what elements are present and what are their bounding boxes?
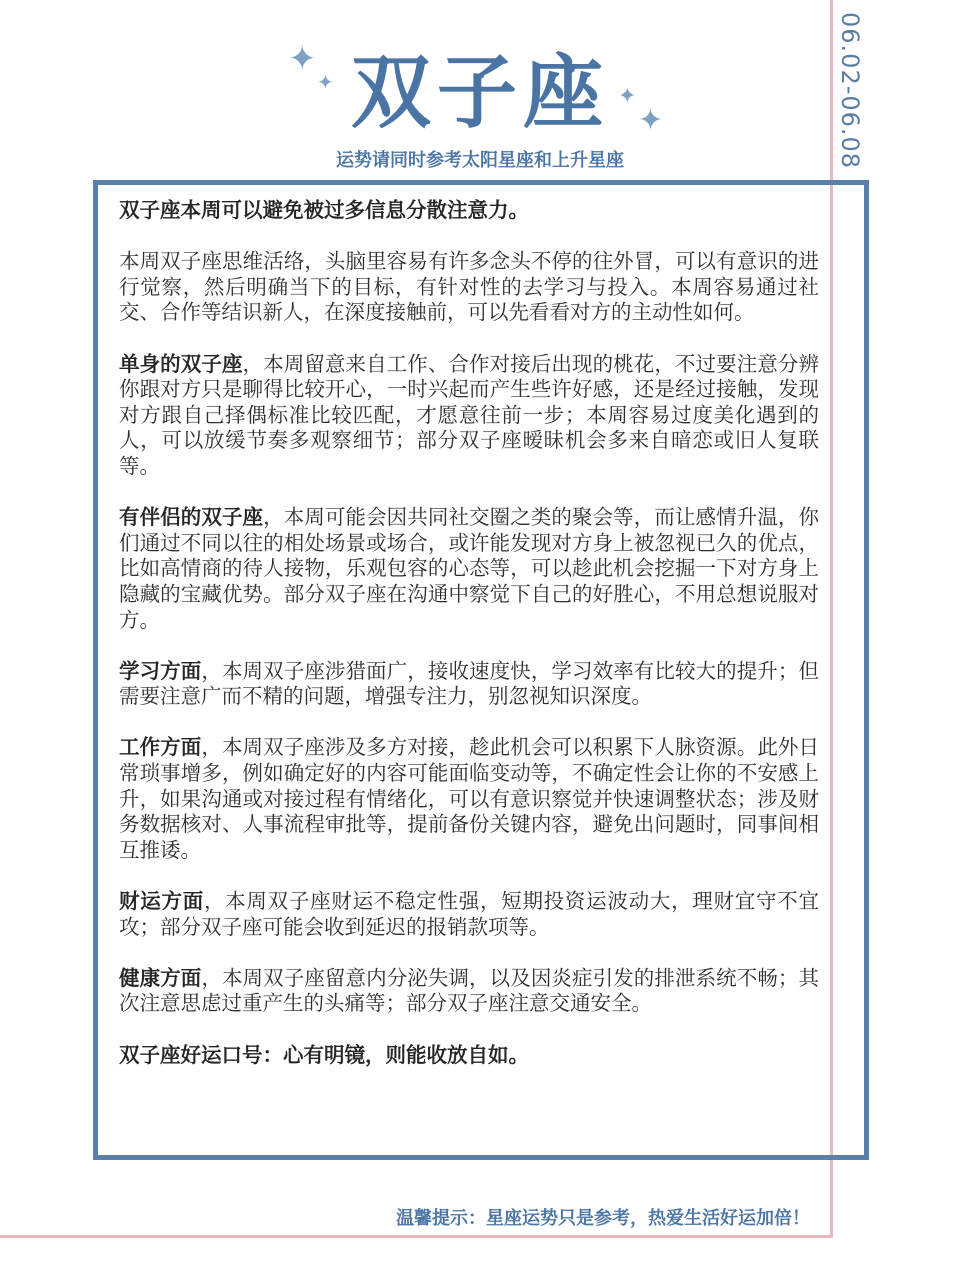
section-text: ，本周双子座财运不稳定性强，短期投资运波动大，理财宜守不宜攻；部分双子座可能会收到延迟的报销款项等。: [119, 889, 819, 939]
sparkle-icon: ✦: [638, 103, 664, 138]
page-subtitle: 运势请同时参考太阳星座和上升星座: [336, 150, 624, 171]
section-label: 健康方面: [119, 965, 202, 990]
sparkle-icon: ✦: [288, 39, 317, 79]
section-label: 学习方面: [119, 658, 202, 683]
intro-paragraph: 本周双子座思维活络，头脑里容易有许多念头不停的往外冒，可以有意识的进行觉察，然后明确当下的目标，有针对性的去学习与投入。本周容易通过社交、合作等结识新人，在深度接触前，可以先看看对方的主动性如何。: [119, 249, 819, 325]
section-work: [119, 735, 819, 863]
section-text: ，本周双子座涉猎面广，接收速度快，学习效率有比较大的提升；但需要注意广而不精的问题，增强专注力，别忽视知识深度。: [119, 658, 820, 709]
horoscope-content: [119, 198, 819, 1094]
sparkle-icon: ✦: [618, 84, 637, 109]
section-text: ，本周可能会因共同社交圈之类的聚会等，而让感情升温，你们通过不同以往的相处场景或场合，或许能发现对方身上被忽视已久的优点，比如高情商的待人接物，乐观包容的心态等，可以趁此机会挖掘一下对方身上隐藏的宝藏优势。部分双子座在沟通中察觉下自己的好胜心，不用总想说服对方。: [119, 505, 820, 632]
section-text: ，本周双子座留意内分泌失调，以及因炎症引发的排泄系统不畅；其次注意思虑过重产生的头痛等；部分双子座注意交通安全。: [119, 965, 820, 1016]
section-single: [119, 352, 819, 480]
section-text: ，本周留意来自工作、合作对接后出现的桃花，不过要注意分辨你跟对方只是聊得比较开心，一时兴起而产生些许好感，还是经过接触，发现对方跟自己择偶标准比较匹配，才愿意往前一步；本周容易过度美化遇到的人，可以放缓节奏多观察细节；部分双子座暧昧机会多来自暗恋或旧人复联等。: [119, 351, 819, 478]
section-finance: [119, 889, 819, 940]
slogan: 双子座好运口号：心有明镜，则能收放自如。: [119, 1042, 529, 1067]
section-label: 有伴侣的双子座: [119, 505, 264, 530]
section-label: 工作方面: [119, 735, 202, 760]
section-partnered: [119, 505, 819, 633]
section-health: [119, 966, 819, 1017]
footer-tip: 温馨提示：星座运势只是参考，热爱生活好运加倍！: [396, 1208, 810, 1229]
headline: 双子座本周可以避免被过多信息分散注意力。: [119, 198, 529, 222]
section-label: 单身的双子座: [119, 351, 243, 376]
date-range: 06.02-06.08: [836, 12, 864, 170]
section-label: 财运方面: [119, 889, 204, 914]
section-text: ，本周双子座涉及多方对接，趁此机会可以积累下人脉资源。此外日常琐事增多，例如确定好的内容可能面临变动等，不确定性会让你的不安感上升，如果沟通或对接过程有情绪化，可以有意识察觉并快速调整状态；涉及财务数据核对、人事流程审批等，提前备份关键内容，避免出问题时，同事间相互推诿。: [119, 735, 820, 862]
sparkle-icon: ✦: [317, 70, 334, 94]
section-study: [119, 659, 819, 710]
pink-frame-horizontal: [0, 1235, 833, 1238]
page-title: 双子座: [351, 46, 609, 139]
